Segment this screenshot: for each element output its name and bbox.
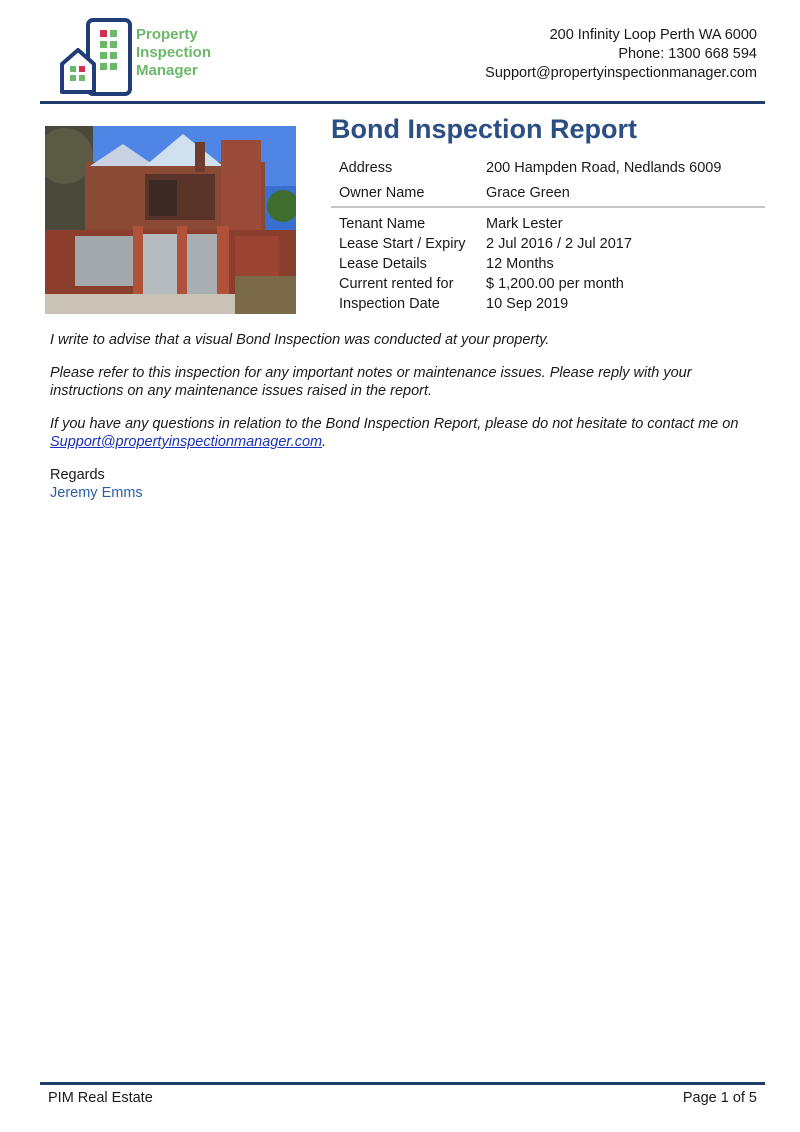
detail-row-inspection-date	[331, 294, 765, 314]
logo-text-line3: Manager	[136, 62, 198, 79]
property-details	[331, 156, 765, 314]
company-contact	[485, 26, 757, 83]
letter-paragraph-intro: I write to advise that a visual Bond Inspection was conducted at your property.	[50, 332, 550, 348]
detail-row-rent	[331, 274, 765, 294]
support-email-link[interactable]: Support@propertyinspectionmanager.com	[50, 434, 323, 450]
property-photo	[45, 126, 296, 314]
detail-value: 10 Sep 2019	[486, 296, 569, 312]
detail-row-lease-dates	[331, 234, 765, 254]
footer-company: PIM Real Estate	[48, 1090, 153, 1106]
company-email[interactable]: Support@propertyinspectionmanager.com	[485, 65, 757, 81]
detail-row-tenant-name	[331, 214, 765, 234]
footer-page-number: Page 1 of 5	[682, 1090, 757, 1106]
signature-name: Jeremy Emms	[50, 485, 143, 501]
detail-label: Current rented for	[339, 276, 454, 292]
report-title: Bond Inspection Report	[331, 114, 637, 144]
detail-value: 12 Months	[486, 256, 554, 272]
owner-details	[331, 156, 765, 206]
detail-value: 200 Hampden Road, Nedlands 6009	[486, 160, 722, 176]
detail-label: Inspection Date	[339, 296, 440, 312]
detail-label: Address	[339, 160, 393, 176]
letter-paragraph-contact	[50, 415, 750, 451]
regards-text: Regards	[50, 467, 105, 483]
company-phone[interactable]: Phone: 1300 668 594	[618, 46, 757, 62]
company-logo	[58, 18, 228, 98]
company-address: 200 Infinity Loop Perth WA 6000	[549, 27, 757, 43]
detail-label: Owner Name	[339, 185, 425, 201]
tenant-details	[331, 208, 765, 314]
detail-label: Lease Details	[339, 256, 427, 272]
detail-row-address	[331, 156, 765, 181]
detail-value: $ 1,200.00 per month	[486, 276, 624, 292]
building-logo-icon	[58, 18, 138, 98]
detail-label: Tenant Name	[339, 216, 426, 232]
footer-divider	[40, 1082, 765, 1085]
letter-body	[50, 331, 750, 502]
header-divider	[40, 101, 765, 104]
logo-text-line1: Property	[136, 26, 198, 43]
detail-value: Grace Green	[486, 185, 570, 201]
contact-text: If you have any questions in relation to the Bond Inspection Report, please do not hesitate to contact me on	[50, 416, 739, 432]
letter-paragraph-instructions: Please refer to this inspection for any important notes or maintenance issues. Please reply with your instructions on any maintenance issues raised in the report.	[50, 365, 692, 399]
logo-text-line2: Inspection	[136, 44, 212, 61]
detail-row-lease-details	[331, 254, 765, 274]
detail-value: 2 Jul 2016 / 2 Jul 2017	[486, 236, 632, 252]
contact-text-end: .	[322, 434, 327, 450]
detail-label: Lease Start / Expiry	[339, 236, 466, 252]
detail-row-owner-name	[331, 181, 765, 206]
detail-value: Mark Lester	[486, 216, 563, 232]
